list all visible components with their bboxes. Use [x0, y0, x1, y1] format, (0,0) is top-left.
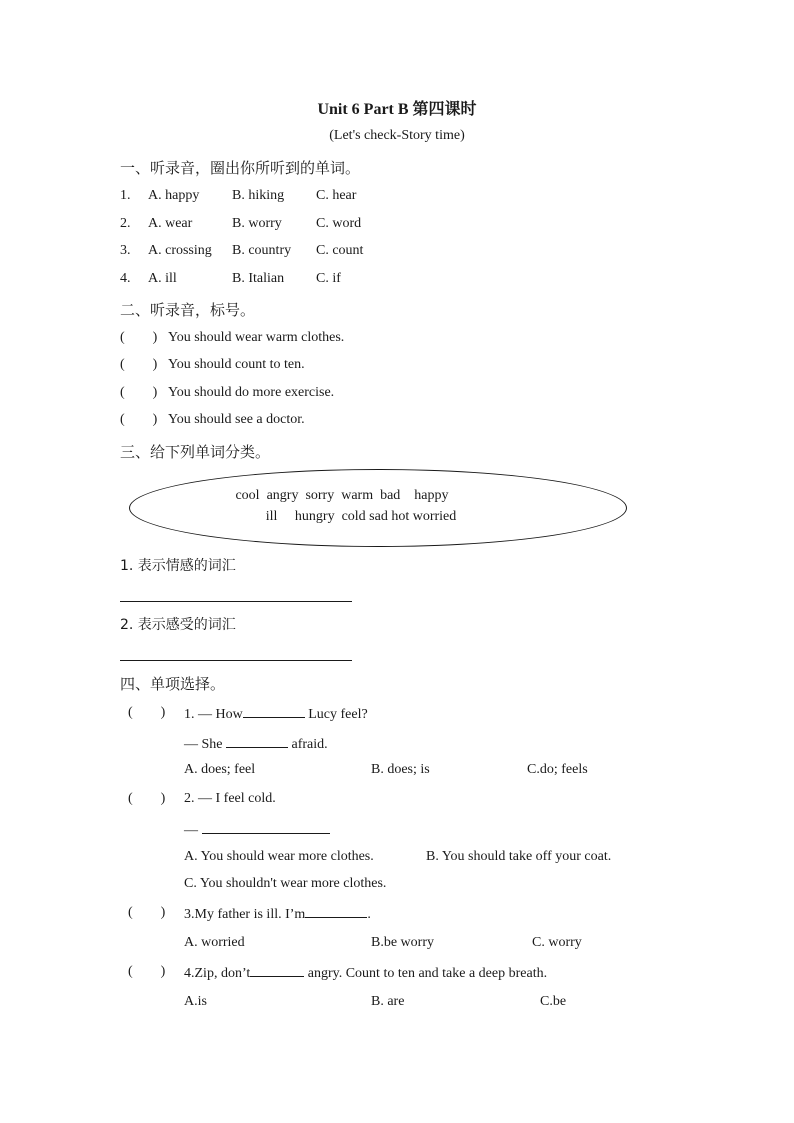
option-b: B. does; is — [371, 762, 430, 777]
page-title: Unit 6 Part B 第四课时 — [317, 101, 477, 118]
answer-blank[interactable]: ( ) — [120, 385, 158, 400]
category-emotion-label: 1. 表示情感的词汇 — [120, 558, 236, 574]
sentence: You should count to ten. — [168, 357, 305, 372]
question-1-stem — [184, 705, 368, 723]
option-a: A. happy — [148, 188, 200, 203]
page-subtitle: (Let's check-Story time) — [329, 128, 465, 143]
option-a: A. does; feel — [184, 762, 256, 777]
answer-blank[interactable]: ( ) — [120, 330, 158, 345]
question-text: 4.Zip, don’t — [184, 966, 251, 981]
word-bank-line-1: cool angry sorry warm bad happy — [235, 488, 449, 503]
question-text: 1. — How — [184, 707, 243, 722]
question-text: . — [367, 907, 371, 922]
option-b: B. country — [232, 243, 292, 258]
word-bank-oval — [129, 469, 627, 547]
option-c: C. worry — [532, 935, 582, 950]
option-b: B. Italian — [232, 271, 285, 286]
answer-blank[interactable]: ( ) — [120, 412, 158, 427]
option-c: C. if — [316, 271, 341, 286]
word-bank-line-2: ill hungry cold sad hot worried — [265, 509, 457, 524]
fill-blank[interactable] — [202, 821, 330, 834]
fill-blank[interactable] — [305, 905, 367, 918]
section3-heading: 三、给下列单词分类。 — [120, 443, 271, 461]
item-number: 1. — [120, 188, 131, 203]
option-a: A. ill — [148, 271, 177, 286]
fill-blank[interactable] — [226, 735, 288, 748]
option-c: C.do; feels — [527, 762, 588, 777]
question-text: afraid. — [288, 737, 328, 752]
answer-blank[interactable]: ( ) — [128, 964, 166, 979]
option-b: B. are — [371, 994, 405, 1009]
answer-blank[interactable]: ( ) — [128, 905, 166, 920]
question-text: Lucy feel? — [304, 707, 368, 722]
category-feeling-label: 2. 表示感受的词汇 — [120, 617, 236, 633]
sentence: You should wear warm clothes. — [168, 330, 345, 345]
category-feeling-answer-line[interactable] — [120, 660, 352, 661]
question-text: 3.My father is ill. I’m — [184, 907, 306, 922]
option-a: A.is — [184, 994, 207, 1009]
question-text: angry. Count to ten and take a deep breath. — [304, 966, 548, 981]
option-a: A. wear — [148, 216, 193, 231]
sentence: You should see a doctor. — [168, 412, 305, 427]
section2-heading: 二、听录音，标号。 — [120, 301, 256, 319]
option-c: C.be — [540, 994, 567, 1009]
option-c: C. hear — [316, 188, 357, 203]
category-emotion-answer-line[interactable] — [120, 601, 352, 602]
section1-heading: 一、听录音，圈出你所听到的单词。 — [120, 159, 361, 177]
answer-blank[interactable]: ( ) — [120, 357, 158, 372]
question-1-line-2 — [184, 735, 328, 753]
question-3-stem — [184, 905, 371, 923]
option-b: B. worry — [232, 216, 282, 231]
answer-blank[interactable]: ( ) — [128, 705, 166, 720]
option-b: B. hiking — [232, 188, 285, 203]
fill-blank[interactable] — [243, 705, 305, 718]
question-text: — She — [184, 737, 226, 752]
option-b: B. You should take off your coat. — [426, 849, 612, 864]
option-a: A. worried — [184, 935, 245, 950]
question-4-stem — [184, 964, 547, 982]
section4-heading: 四、单项选择。 — [120, 675, 226, 693]
option-b: B.be worry — [371, 935, 434, 950]
option-c: C. count — [316, 243, 364, 258]
item-number: 3. — [120, 243, 131, 258]
item-number: 4. — [120, 271, 131, 286]
question-text: — — [184, 823, 202, 838]
fill-blank[interactable] — [250, 964, 304, 977]
option-a: A. You should wear more clothes. — [184, 849, 374, 864]
item-number: 2. — [120, 216, 131, 231]
option-c: C. You shouldn't wear more clothes. — [184, 876, 387, 891]
option-c: C. word — [316, 216, 362, 231]
answer-blank[interactable]: ( ) — [128, 791, 166, 806]
question-2-line-2 — [184, 821, 330, 839]
option-a: A. crossing — [148, 243, 212, 258]
question-2-stem: 2. — I feel cold. — [184, 791, 276, 806]
sentence: You should do more exercise. — [168, 385, 335, 400]
